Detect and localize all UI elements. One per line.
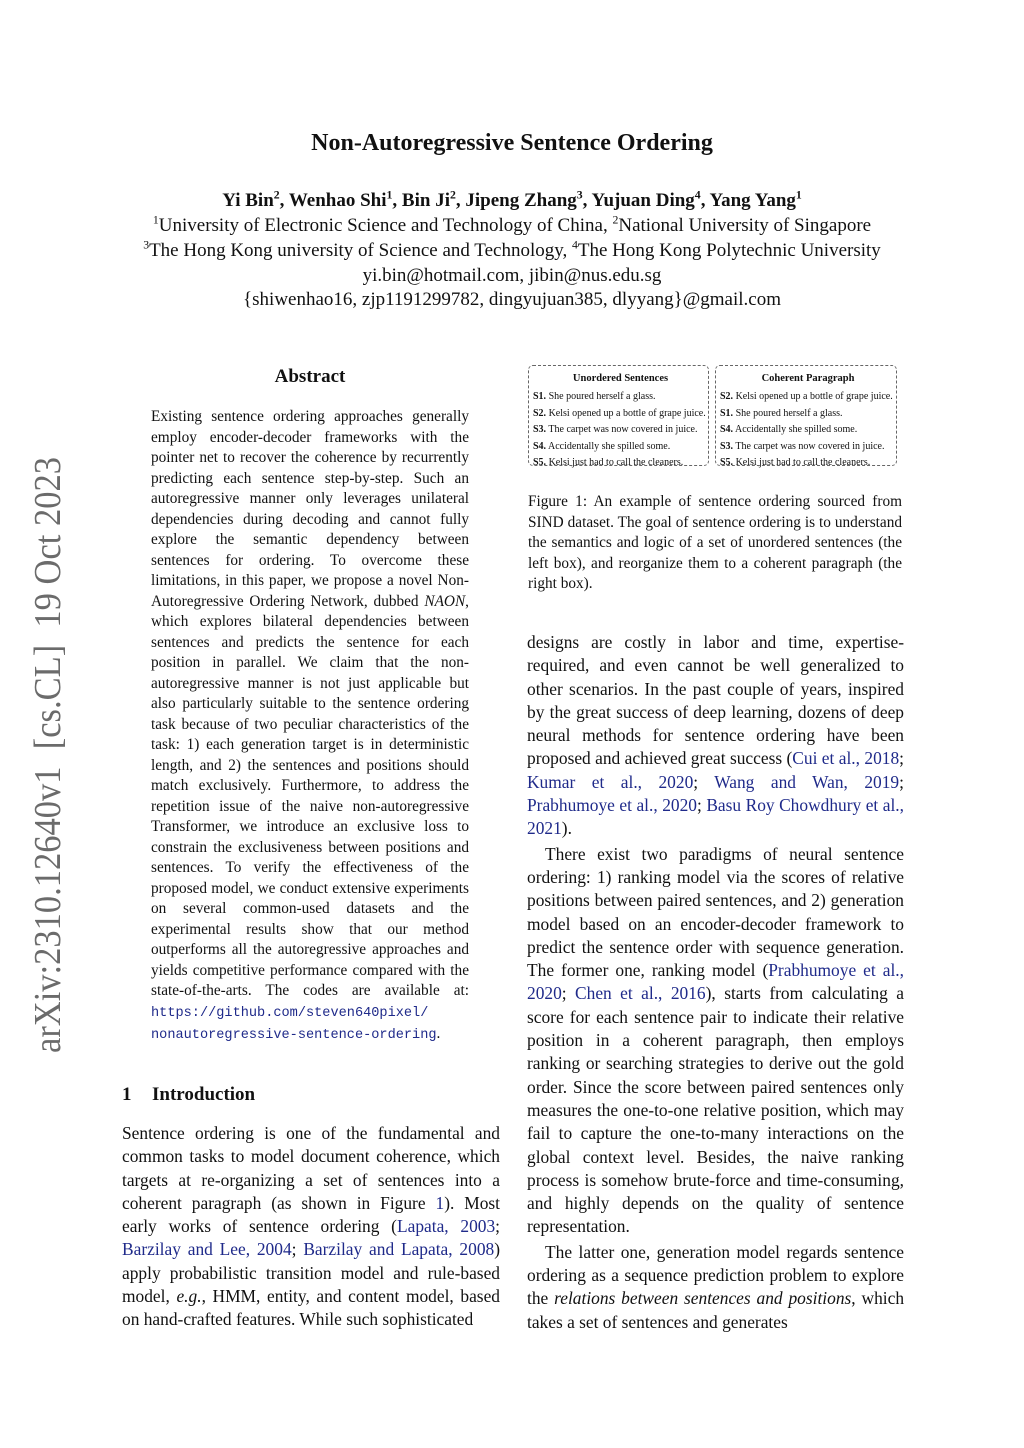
citation-link[interactable]: Kumar et al., 2020 (527, 771, 694, 792)
figure-box-title: Unordered Sentences (572, 373, 669, 384)
sentence-item: S2. Kelsi opened up a bottle of grape juice. (720, 391, 893, 402)
abstract-body: Existing sentence ordering approaches generally employ encoder-decoder frameworks with the pointer net to recover the coherence by recurrently predicting each sentence step-by-step. Such an autoregressive manner only leverages unilateral dependencies during decoding and cannot fully explore the semantic dependency between sentences for ordering. To overcome these limitations, in this paper, we propose a novel Non-Autoregressive Ordering Network, dubbed NAON, which explores bilateral dependencies between sentences and predicts the sentence for each position in parallel. We claim that the non-autoregressive manner is not just applicable but also particularly suitable to the sentence ordering task because of two peculiar characteristics of the task: 1) each generation target is in deterministic length, and 2) the sentences and positions should match exclusively. Furthermore, to address the repetition issue of the naive non-autoregressive Transformer, we introduce an exclusive loss to constrain the exclusiveness between positions and sentences. To verify the effectiveness of the proposed model, we conduct extensive experiments on several common-used datasets and the experimental results show that our method outperforms all the autoregressive approaches and yields competitive performance compared with the state-of-the-arts. The codes are available at: https://github.com/steven640pixel/ nonautoregressive-sentence-ordering. (151, 408, 469, 1043)
citation-link[interactable]: Lapata, 2003 (396, 1216, 496, 1237)
introduction-right-column (527, 631, 904, 1334)
introduction-paragraph-2: There exist two paradigms of neural sentence ordering: 1) ranking model via the scores of relative positions between paired sentences, and 2) generation model based on an encoder-decoder framework to predict the sentence order with sequence generation. The former one, ranking model (Prabhumoye et al., 2020; Chen et al., 2016), starts from calculating a score for each sentence pair to indicate their relative position in a coherent paragraph, then employs ranking or searching strategies to derive out the gold order. Since the score between paired sentences only measures the one-to-one relative position, which may fail to capture the one-to-many interactions on the global context level. Besides, the naive ranking process is somehow brute-force and time-consuming, and highly depends on the quality of sentence representation. (527, 843, 904, 1237)
author-name: Wenhao Shi (288, 190, 387, 211)
sentence-item: S1. She poured herself a glass. (533, 391, 656, 402)
affiliation-line-2: $^3$The Hong Kong university of Science and Technology, $^4$The Hong Kong Polytechnic University (143, 238, 881, 261)
sentence-item: S3. The carpet was now covered in juice. (533, 424, 698, 436)
citation-link[interactable]: Prabhumoye et al., 2020 (527, 795, 697, 816)
sentence-item: S3. The carpet was now covered in juice. (720, 440, 885, 452)
arxiv-side-identifier-text: arXiv:2310.12640v1 [cs.CL] 19 Oct 2023 (27, 455, 69, 1053)
section-heading-introduction: 1 Introduction (122, 1084, 256, 1105)
introduction-paragraph-1-continued: designs are costly in labor and time, expertise-required, and even cannot be well generalized to other scenarios. In the past couple of years, inspired by the great success of deep learning, dozens of deep neural methods for sentence ordering have been proposed and achieved great success (Cui et al., 2018; Kumar et al., 2020; Wang and Wan, 2019; Prabhumoye et al., 2020; Basu Roy Chowdhury et al., 2021). (527, 632, 904, 839)
citation-link[interactable]: Basu Roy Chowdhury et al., 2021 (527, 795, 904, 839)
figure-1-caption: Figure 1: An example of sentence ordering sourced from SIND dataset. The goal of sentence ordering is to understand the semantics and logic of a set of unordered sentences (the left box), and reorganize them to a coherent paragraph (the right box). (528, 493, 902, 593)
sentence-item: S4. Accidentally she spilled some. (720, 424, 858, 436)
author-name: Yujuan Ding (591, 190, 695, 211)
figure-1-unordered-box (528, 365, 709, 469)
citation-link[interactable]: Wang and Wan, 2019 (714, 771, 900, 792)
author-name: Yi Bin (222, 190, 274, 211)
author-name: Jipeng Zhang (465, 190, 577, 211)
introduction-paragraph-1: Sentence ordering is one of the fundamental and common tasks to model document coherence, which targets at re-organizing a set of sentences into a coherent paragraph (as shown in Figure 1). Most early works of sentence ordering (Lapata, 2003; Barzilay and Lee, 2004; Barzilay and Lapata, 2008) apply probabilistic transition model and rule-based model, e.g., HMM, entity, and content model, based on hand-crafted features. While such sophisticated (122, 1123, 501, 1330)
affiliation-line-1: $^1$University of Electronic Science and Technology of China, $^2$National University of Singapore (152, 213, 872, 236)
figure-ref-link[interactable]: 1 (435, 1192, 445, 1213)
arxiv-side-identifier (22, 455, 72, 1055)
author-name: Yang Yang (709, 190, 796, 211)
sentence-item: S1. She poured herself a glass. (720, 407, 843, 419)
citation-link[interactable]: Chen et al., 2016 (575, 983, 706, 1004)
author-name: Bin Ji (401, 190, 450, 211)
code-repository-link[interactable]: https://github.com/steven640pixel/ nonautoregressive-sentence-ordering (151, 1005, 437, 1043)
sentence-item: S2. Kelsi opened up a bottle of grape juice. (533, 407, 706, 419)
author-list: Yi Bin$^2$, Wenhao Shi$^1$, Bin Ji$^2$, Jipeng Zhang$^3$, Yujuan Ding$^4$, Yang Yang$^1$ (222, 188, 802, 211)
sentence-item: S5. Kelsi just had to call the cleaners. (533, 457, 684, 469)
citation-link[interactable]: Barzilay and Lee, 2004 (122, 1239, 292, 1260)
citation-link[interactable]: Barzilay and Lapata, 2008 (303, 1239, 495, 1260)
sentence-item: S5. Kelsi just had to call the cleaners. (720, 457, 871, 469)
citation-link[interactable]: Cui et al., 2018 (792, 748, 900, 769)
figure-box-title: Coherent Paragraph (761, 373, 855, 384)
sentence-item: S4. Accidentally she spilled some. (533, 440, 671, 452)
email-line-2: {shiwenhao16, zjp1191299782, dingyujuan385, dlyyang}@gmail.com (243, 289, 781, 310)
abstract-heading: Abstract (274, 366, 346, 387)
paper-title: Non-Autoregressive Sentence Ordering (311, 130, 713, 156)
introduction-paragraph-3: The latter one, generation model regards sentence ordering as a sequence prediction problem to explore the relations between sentences and positions, which takes a set of sentences and generates (527, 1241, 905, 1332)
email-line-1: yi.bin@hotmail.com, jibin@nus.edu.sg (362, 265, 662, 286)
citation-link[interactable]: Prabhumoye et al., 2020 (527, 960, 904, 1004)
figure-1-coherent-box (715, 365, 897, 469)
